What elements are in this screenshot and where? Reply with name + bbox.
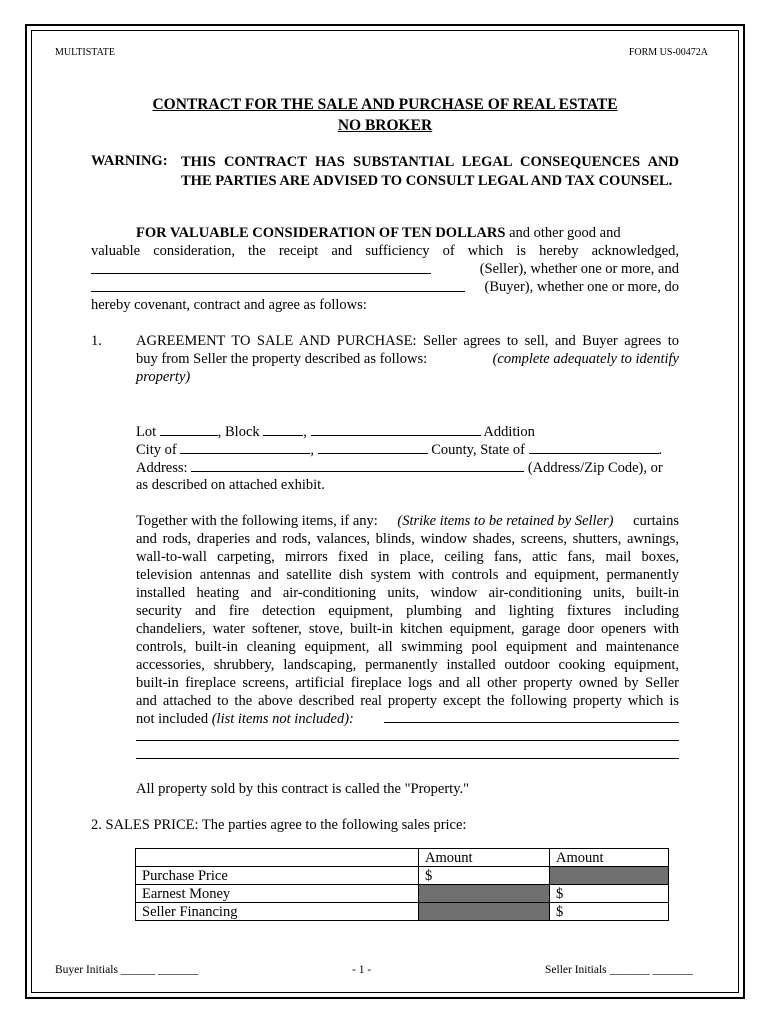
items-intro: Together with the following items, if any: [136, 513, 378, 529]
county-label: County, State of [431, 442, 525, 458]
items-line: accessories, shrubbery, landscaping, permanently installed outdoor cooking equipment, [136, 657, 679, 673]
not-included-field-2[interactable] [136, 740, 679, 741]
address-suffix: (Address/Zip Code), or [527, 460, 663, 476]
intro-seller-line [91, 260, 679, 279]
items-line: and attached to the above described real property except the following property which is [136, 693, 679, 709]
buyer-name-field[interactable] [91, 278, 465, 292]
header-right: FORM US-00472A [628, 47, 708, 58]
shaded-cell [419, 885, 550, 903]
items-line: chandeliers, water softener, stove, built-in kitchen equipment, garage door openers with [136, 621, 679, 637]
page-title-line1: CONTRACT FOR THE SALE AND PURCHASE OF REAL ESTATE [152, 96, 618, 113]
row-label: Earnest Money [136, 885, 419, 903]
described-line: as described on attached exhibit. [136, 477, 325, 493]
address-field[interactable] [191, 458, 524, 472]
header-left: MULTISTATE [55, 47, 115, 58]
lot-block-line: Lot , Block , Addition [136, 424, 535, 440]
table-header-cell: Amount [419, 849, 550, 867]
address-label: Address: [136, 460, 188, 476]
section1-line2-italic: (complete adequately to identify [492, 351, 679, 367]
buyer-suffix: (Buyer), whether one or more, do [484, 279, 679, 295]
amount-cell[interactable]: $ [419, 867, 550, 885]
items-line: security and fire detection equipment, plumbing and lighting fixtures including [136, 603, 679, 619]
page-title-line2: NO BROKER [337, 117, 433, 134]
not-included-line [136, 710, 354, 728]
not-included-italic: (list items not included): [211, 711, 354, 727]
warning-text: THIS CONTRACT HAS SUBSTANTIAL LEGAL CONSEQUENCES AND THE PARTIES ARE ADVISED TO CONSULT LEGAL AND TAX COUNSEL. [181, 154, 679, 189]
addition-label: Addition [483, 424, 535, 440]
items-line: controls, built-in cleaning equipment, all swimming pool equipment and maintenance [136, 639, 679, 655]
section1-line1: AGREEMENT TO SALE AND PURCHASE: Seller agrees to sell, and Buyer agrees to [136, 333, 679, 349]
items-first-tail: curtains [633, 513, 679, 529]
table-header-row [136, 849, 669, 867]
seller-name-field[interactable] [91, 260, 431, 274]
shaded-cell [550, 867, 669, 885]
table-row [136, 885, 669, 903]
items-list [136, 530, 679, 710]
intro-buyer-line [91, 278, 679, 297]
page-number: - 1 - [352, 964, 372, 976]
lot-field[interactable] [160, 422, 218, 436]
table-header-cell [136, 849, 419, 867]
block-label: , Block [217, 424, 260, 440]
property-line: All property sold by this contract is called the "Property." [136, 781, 470, 797]
section1-number: 1. [91, 333, 102, 349]
seller-initials: Seller Initials _______ _______ [545, 964, 693, 976]
shaded-cell [419, 903, 550, 921]
row-label: Purchase Price [136, 867, 419, 885]
section1-line3 [136, 368, 190, 386]
intro-line5: hereby covenant, contract and agree as follows: [91, 297, 367, 313]
intro-line1-rest: and other good and [505, 225, 621, 241]
city-label: City of [136, 442, 177, 458]
table-row [136, 903, 669, 921]
not-included-field-3[interactable] [136, 758, 679, 759]
not-included-prefix: not included [136, 711, 209, 727]
items-line-first [136, 512, 679, 530]
intro-line2: valuable consideration, the receipt and sufficiency of which is hereby acknowledged, [91, 243, 679, 259]
amount-cell[interactable]: $ [550, 885, 669, 903]
buyer-initials: Buyer Initials ______ _______ [55, 964, 199, 976]
section1-line3-italic: property) [136, 369, 191, 385]
items-line: television antennas and satellite dish system with controls and equipment, permanently [136, 567, 679, 583]
address-line [136, 458, 663, 477]
items-line: and rods, draperies and rods, valances, blinds, window shades, screens, shutters, awnings, [136, 531, 679, 547]
intro-bold: FOR VALUABLE CONSIDERATION OF TEN DOLLARS [136, 225, 506, 241]
items-italic: (Strike items to be retained by Seller) [397, 513, 614, 529]
not-included-field-1[interactable] [384, 722, 679, 723]
lot-label: Lot [136, 424, 157, 440]
city-field[interactable] [180, 440, 310, 454]
items-line: built-in fireplace screens, artificial fireplace logs and all other property owned by Seller [136, 675, 679, 691]
sales-price-table [135, 848, 669, 921]
state-field[interactable] [529, 440, 659, 454]
block-field[interactable] [263, 422, 303, 436]
items-line: installed heating and air-conditioning units, window air-conditioning units, built-in [136, 585, 679, 601]
warning-label: WARNING: [91, 153, 168, 169]
table-row [136, 867, 669, 885]
city-county-line: City of , County, State of . [136, 442, 663, 458]
section1-line2 [136, 350, 679, 368]
county-field[interactable] [318, 440, 428, 454]
section2-heading: 2. SALES PRICE: The parties agree to the following sales price: [91, 817, 467, 833]
amount-cell[interactable]: $ [550, 903, 669, 921]
seller-suffix: (Seller), whether one or more, and [479, 261, 679, 277]
items-line: wall-to-wall carpeting, mirrors fixed in place, ceiling fans, attic fans, mail boxes, [136, 549, 679, 565]
intro-line1 [136, 224, 621, 242]
section1-line2-text: buy from Seller the property described as follows: [136, 351, 428, 367]
table-header-cell: Amount [550, 849, 669, 867]
addition-field[interactable] [311, 422, 481, 436]
row-label: Seller Financing [136, 903, 419, 921]
